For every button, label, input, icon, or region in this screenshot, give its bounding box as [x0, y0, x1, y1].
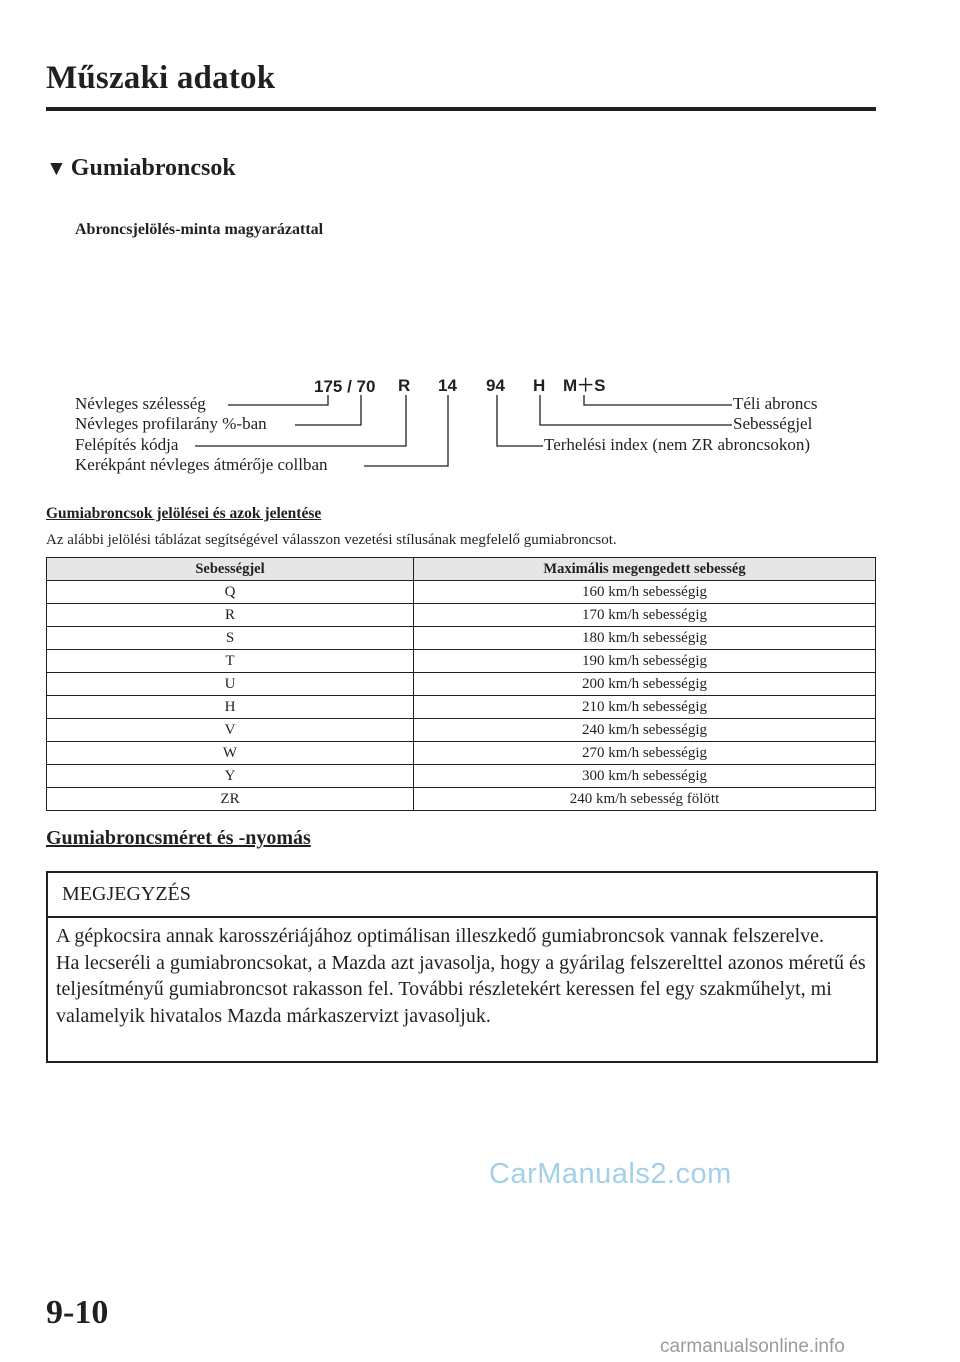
column-header-symbol: Sebességjel — [47, 558, 414, 581]
max-speed-cell: 190 km/h sebességig — [414, 650, 876, 673]
table-row — [47, 604, 876, 627]
table-row — [47, 719, 876, 742]
table-row — [47, 742, 876, 765]
markings-intro: Az alábbi jelölési táblázat segítségével válasszon vezetési stílusának megfelelő gumiabroncsot. — [46, 532, 617, 548]
footer-watermark: carmanualsonline.info — [660, 1336, 845, 1357]
note-title: MEGJEGYZÉS — [62, 883, 191, 905]
speed-symbol-cell: S — [47, 627, 414, 650]
page-number: 9-10 — [46, 1294, 109, 1331]
table-row — [47, 650, 876, 673]
code-diameter: 14 — [438, 376, 457, 395]
table-row — [47, 765, 876, 788]
code-load-index: 94 — [486, 376, 505, 395]
note-paragraph-1: A gépkocsira annak karosszériájához optimálisan illeszkedő gumiabroncsok vannak felszerelve. — [56, 925, 825, 947]
page-title: Műszaki adatok — [46, 60, 276, 96]
label-speed: Sebességjel — [733, 414, 813, 433]
speed-symbol-cell: Y — [47, 765, 414, 788]
speed-symbol-cell: ZR — [47, 788, 414, 811]
column-header-max-speed: Maximális megengedett sebesség — [414, 558, 876, 581]
max-speed-cell: 180 km/h sebességig — [414, 627, 876, 650]
table-row — [47, 788, 876, 811]
leader-speed — [540, 395, 732, 425]
note-paragraph-2: Ha lecseréli a gumiabroncsokat, a Mazda azt javasolja, hogy a gyárilag felszerelttel azonos méretű és teljesítményű gumiabroncsot rakasson fel. További részletekért keressen fel egy szakműhelyt, mi valamelyik hivatalos Mazda márkaszervizt javasoljuk. — [56, 951, 866, 1027]
code-width-profile: 175 / 70 — [314, 377, 376, 396]
leader-winter — [584, 395, 732, 405]
label-load: Terhelési index (nem ZR abroncsokon) — [544, 435, 811, 454]
code-speed-symbol: H — [533, 376, 546, 395]
speed-rating-table — [46, 557, 876, 811]
max-speed-cell: 160 km/h sebességig — [414, 581, 876, 604]
title-rule — [46, 107, 876, 111]
label-winter: Téli abroncs — [733, 394, 818, 413]
max-speed-cell: 210 km/h sebességig — [414, 696, 876, 719]
max-speed-cell: 300 km/h sebességig — [414, 765, 876, 788]
label-width: Névleges szélesség — [75, 394, 206, 413]
max-speed-cell: 270 km/h sebességig — [414, 742, 876, 765]
speed-symbol-cell: Q — [47, 581, 414, 604]
max-speed-cell: 200 km/h sebességig — [414, 673, 876, 696]
note-divider — [48, 916, 876, 918]
leader-width — [228, 395, 328, 405]
label-construction: Felépítés kódja — [75, 435, 179, 454]
table-row — [47, 673, 876, 696]
diagram-caption: Abroncsjelölés-minta magyarázattal — [75, 221, 324, 238]
code-winter: M＋S — [563, 376, 606, 395]
table-row — [47, 581, 876, 604]
carmanuals-watermark: CarManuals2.com — [489, 1158, 732, 1190]
section-heading — [46, 155, 236, 182]
label-diameter: Kerékpánt névleges átmérője collban — [75, 455, 328, 474]
speed-symbol-cell: U — [47, 673, 414, 696]
label-profile: Névleges profilarány %-ban — [75, 414, 267, 433]
max-speed-cell: 240 km/h sebesség fölött — [414, 788, 876, 811]
note-box — [46, 871, 878, 1063]
speed-symbol-cell: R — [47, 604, 414, 627]
table-row — [47, 696, 876, 719]
speed-symbol-cell: W — [47, 742, 414, 765]
note-body — [56, 923, 868, 1029]
max-speed-cell: 170 km/h sebességig — [414, 604, 876, 627]
table-row — [47, 627, 876, 650]
section-triangle-icon: ▼ — [46, 156, 67, 180]
speed-symbol-cell: T — [47, 650, 414, 673]
code-construction: R — [398, 376, 411, 395]
leader-load — [497, 395, 543, 446]
markings-subheading: Gumiabroncsok jelölései és azok jelentése — [46, 505, 322, 522]
speed-symbol-cell: V — [47, 719, 414, 742]
tire-size-pressure-heading: Gumiabroncsméret és -nyomás — [46, 827, 311, 849]
speed-symbol-cell: H — [47, 696, 414, 719]
max-speed-cell: 240 km/h sebességig — [414, 719, 876, 742]
table-header-row — [47, 558, 876, 581]
tire-code-diagram — [0, 360, 960, 480]
section-heading-text: Gumiabroncsok — [70, 155, 236, 181]
